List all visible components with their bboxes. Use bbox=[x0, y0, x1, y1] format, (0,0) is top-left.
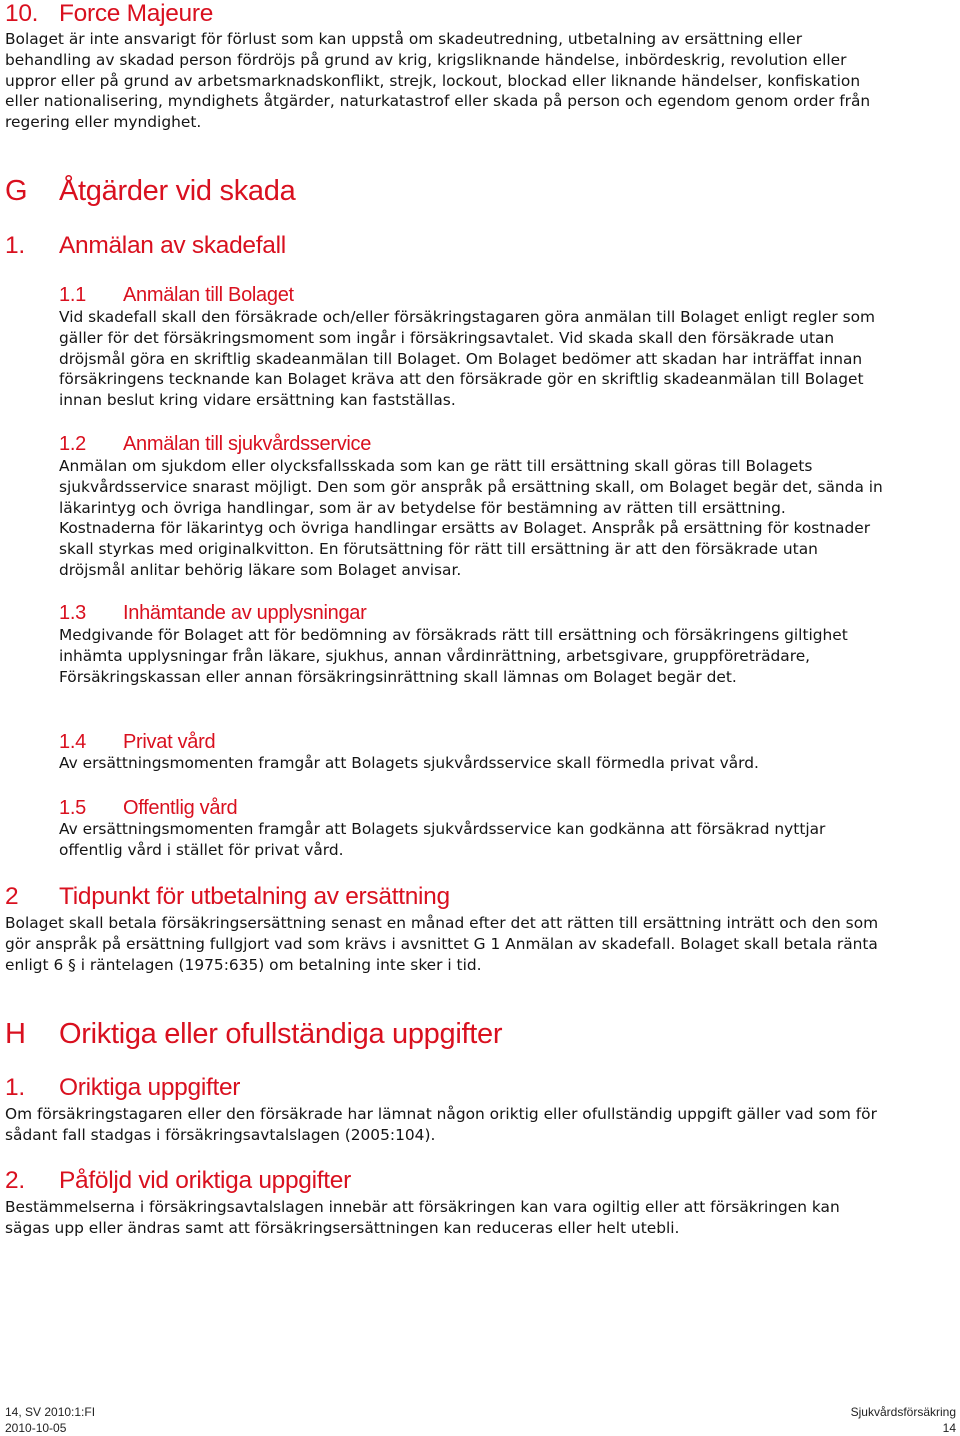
paragraph-tidpunkt-for-utbetalning: Bolaget skall betala försäkringsersättning senast en månad efter det att rätten till ersättning inträtt och den som gör anspråk på ersättning fullgjort vad som krävs i avsnittet G 1 Anmälan av skadefall. Bolaget skall betala ränta enligt 6 § i räntelagen (1975:635) om betalning inte sker i tid. bbox=[5, 914, 879, 974]
subheading-number: 1.4 bbox=[59, 731, 86, 753]
subheading-title: Offentlig vård bbox=[123, 797, 238, 819]
heading-number: 10. bbox=[5, 0, 39, 27]
section-title: Oriktiga eller ofullständiga uppgifter bbox=[59, 1018, 503, 1050]
paragraph-paföljd-vid-oriktiga-uppgifter: Bestämmelserna i försäkringsavtalslagen innebär att försäkringen kan vara ogiltig eller att försäkringen kan sägas upp eller ändras samt att försäkringsersättningen kan reduceras eller helt utebli. bbox=[5, 1198, 840, 1237]
heading-title: Påföljd vid oriktiga uppgifter bbox=[59, 1167, 351, 1194]
paragraph-oriktiga-uppgifter: Om försäkringstagaren eller den försäkrade har lämnat någon oriktig eller ofullständig uppgift gäller vad som för sådant fall stadgas i försäkringsavtalslagen (2005:104). bbox=[5, 1105, 877, 1144]
heading-number: 2 bbox=[5, 883, 19, 910]
footer-product-name: Sjukvårdsförsäkring bbox=[850, 1405, 956, 1419]
subheading-title: Anmälan till sjukvårdsservice bbox=[123, 433, 372, 455]
heading-title: Anmälan av skadefall bbox=[59, 232, 286, 259]
subheading-title: Privat vård bbox=[123, 731, 216, 753]
footer-date: 2010-10-05 bbox=[5, 1421, 67, 1435]
section-letter: G bbox=[5, 175, 28, 207]
paragraph-inhamtande-av-upplysningar: Medgivande för Bolaget att för bedömning av försäkrads rätt till ersättning och försäkringens giltighet inhämta upplysningar från läkare, sjukhus, annan vårdinrättning, arbetsgivare, gruppföreträdare, Försäkringskassan eller annan försäkringsinrättning skall lämnas om Bolaget begär det. bbox=[59, 626, 848, 686]
paragraph-offentlig-vard: Av ersättningsmomenten framgår att Bolagets sjukvårdsservice kan godkänna att försäkrad nyttjar offentlig vård i stället för privat vård. bbox=[59, 820, 826, 859]
paragraph-anmalan-till-sjukvardsservice: Anmälan om sjukdom eller olycksfallsskada som kan ge rätt till ersättning skall göras till Bolagets sjukvårdsservice snarast möjligt. Den som gör anspråk på ersättning skall, om Bolaget begär det, sända in läkarintyg och övriga handlingar, som är av betydelse för bestämning av rätten till ersättning. Kostnaderna för läkarintyg och övriga handlingar ersätts av Bolaget. Anspråk på ersättning för kostnader skall styrkas med originalkvitton. En förutsättning för rätt till ersättning är att den försäkrade utan dröjsmål anlitar behörig läkare som Bolaget anvisar. bbox=[59, 457, 883, 579]
paragraph-force-majeure: Bolaget är inte ansvarigt för förlust som kan uppstå om skadeutredning, utbetalning av ersättning eller behandling av skadad person fördröjs på grund av krig, krigsliknande händelse, inbördeskrig, revolution eller uppror eller på grund av arbetsmarknadskonflikt, strejk, lockout, blockad eller liknande händelser, konfiskation eller nationalisering, myndighets åtgärder, naturkatastrof eller skada på person och egendom genom order från regering eller myndighet. bbox=[5, 30, 871, 132]
heading-title: Tidpunkt för utbetalning av ersättning bbox=[59, 883, 450, 910]
section-letter: H bbox=[5, 1018, 26, 1050]
subheading-number: 1.5 bbox=[59, 797, 86, 819]
footer-page-number: 14 bbox=[942, 1421, 956, 1435]
subheading-number: 1.2 bbox=[59, 433, 86, 455]
heading-title: Oriktiga uppgifter bbox=[59, 1074, 241, 1101]
section-title: Åtgärder vid skada bbox=[59, 175, 296, 207]
subheading-title: Anmälan till Bolaget bbox=[123, 284, 294, 306]
heading-number: 1. bbox=[5, 232, 25, 259]
subheading-title: Inhämtande av upplysningar bbox=[123, 602, 367, 624]
subheading-number: 1.1 bbox=[59, 284, 86, 306]
subheading-number: 1.3 bbox=[59, 602, 86, 624]
heading-number: 2. bbox=[5, 1167, 25, 1194]
heading-title: Force Majeure bbox=[59, 0, 214, 27]
heading-number: 1. bbox=[5, 1074, 25, 1101]
paragraph-anmalan-till-bolaget: Vid skadefall skall den försäkrade och/eller försäkringstagaren göra anmälan till Bolaget enligt regler som gäller för det försäkringsmoment som ingår i försäkringsavtalet. Vid skada skall den försäkrade utan dröjsmål göra en skriftlig skadeanmälan till Bolaget. Om Bolaget bedömer att skadan har inträffat innan försäkringens tecknande kan Bolaget kräva att den försäkrade gör en skriftlig skadeanmälan till Bolaget innan beslut kring vidare ersättning kan fastställas. bbox=[59, 308, 876, 410]
paragraph-privat-vard: Av ersättningsmomenten framgår att Bolagets sjukvårdsservice skall förmedla privat vård. bbox=[59, 754, 759, 772]
footer-doc-ref: 14, SV 2010:1:FI bbox=[5, 1405, 96, 1419]
